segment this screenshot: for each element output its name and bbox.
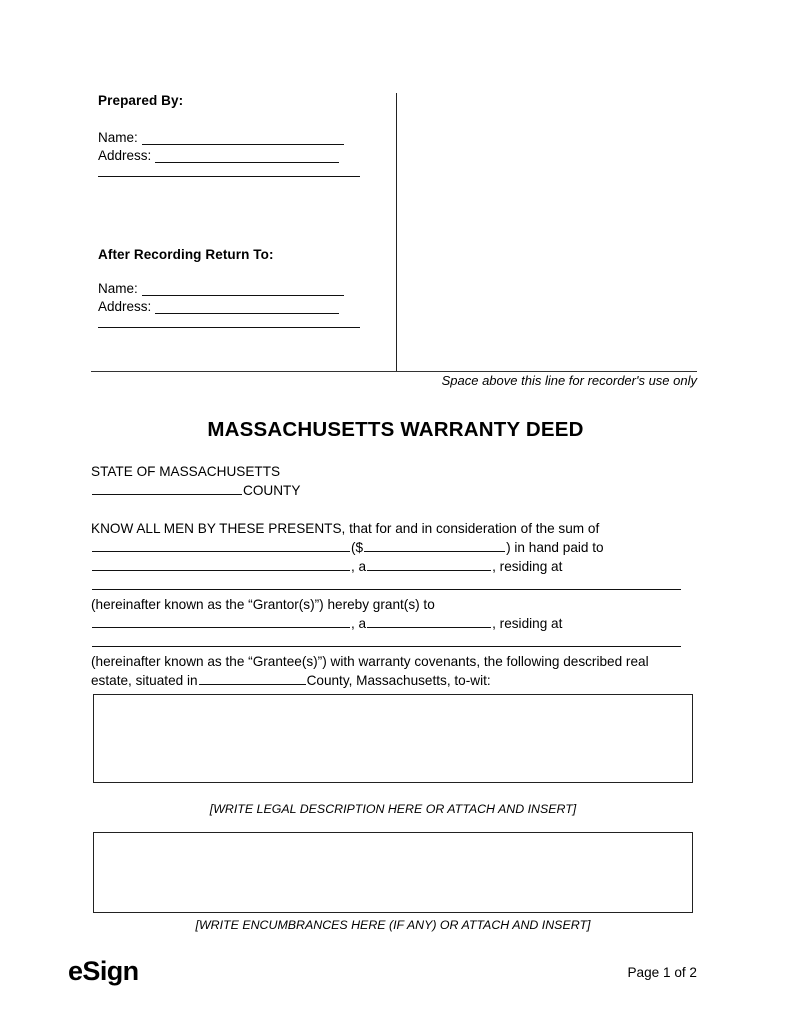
prepared-by-address-field-2[interactable] <box>98 176 360 177</box>
grantor-address-field[interactable] <box>92 577 681 590</box>
grantor-clause: (hereinafter known as the “Grantor(s)”) hereby grant(s) to <box>91 597 435 612</box>
sum-in-words-field[interactable] <box>92 539 350 552</box>
grantor-entity-type-field[interactable] <box>367 558 491 571</box>
grantee-entity-type-field[interactable] <box>367 615 491 628</box>
grantor-a-text: , a <box>351 559 367 574</box>
encumbrances-box[interactable] <box>93 832 693 913</box>
grantor-name-line <box>91 557 697 576</box>
grantee-clause-line-1: (hereinafter known as the “Grantee(s)”) with warranty covenants, the following described real <box>91 654 649 669</box>
situated-suffix-text: County, Massachusetts, to-wit: <box>306 673 491 688</box>
grantee-address-field[interactable] <box>92 634 681 647</box>
page-number: Page 1 of 2 <box>627 965 697 980</box>
encumbrances-caption: [WRITE ENCUMBRANCES HERE (IF ANY) OR ATTACH AND INSERT] <box>195 918 591 932</box>
prepared-by-address-row <box>98 148 339 163</box>
prepared-by-address-field[interactable] <box>155 149 339 163</box>
state-line: STATE OF MASSACHUSETTS <box>91 464 281 479</box>
return-to-address-row <box>98 299 339 314</box>
prepared-by-heading: Prepared By: <box>98 93 184 108</box>
consideration-amount-line <box>91 538 697 557</box>
esign-logo: eSign <box>68 956 139 986</box>
grantee-clause-line-2 <box>91 671 697 690</box>
situated-in-text: estate, situated in <box>91 673 198 688</box>
grantee-residing-text: , residing at <box>492 616 563 631</box>
return-to-name-field[interactable] <box>142 282 344 296</box>
grantee-name-field[interactable] <box>92 615 350 628</box>
recorder-header-block <box>0 0 791 392</box>
grantor-name-field[interactable] <box>92 558 350 571</box>
recorder-separator-line <box>91 371 697 372</box>
grantee-name-line <box>91 614 697 633</box>
return-to-address-field-2[interactable] <box>98 327 360 328</box>
situated-county-field[interactable] <box>199 672 306 685</box>
prepared-by-name-field[interactable] <box>142 131 344 145</box>
prepared-by-address-label: Address: <box>98 148 152 163</box>
recorder-use-note: Space above this line for recorder's use only <box>441 373 697 388</box>
sum-amount-field[interactable] <box>364 539 505 552</box>
grantee-a-text: , a <box>351 616 367 631</box>
deed-body <box>91 462 697 690</box>
legal-description-box[interactable] <box>93 694 693 783</box>
county-label: COUNTY <box>243 483 301 498</box>
county-field[interactable] <box>92 482 242 495</box>
return-to-name-row <box>98 281 344 296</box>
return-to-address-field[interactable] <box>155 300 339 314</box>
vertical-divider <box>396 93 397 372</box>
return-to-heading: After Recording Return To: <box>98 247 274 262</box>
grantor-residing-text: , residing at <box>492 559 563 574</box>
page-title: MASSACHUSETTS WARRANTY DEED <box>207 418 584 441</box>
consideration-intro: KNOW ALL MEN BY THESE PRESENTS, that for and in consideration of the sum of <box>91 521 600 536</box>
dollar-open-paren: ($ <box>351 540 364 555</box>
grantor-address-line <box>91 576 697 595</box>
grantee-address-line <box>91 633 697 652</box>
return-to-address-label: Address: <box>98 299 152 314</box>
return-to-name-label: Name: <box>98 281 138 296</box>
prepared-by-name-label: Name: <box>98 130 138 145</box>
dollar-close-text: ) in hand paid to <box>506 540 604 555</box>
prepared-by-name-row <box>98 130 344 145</box>
county-line <box>91 481 697 500</box>
legal-description-caption: [WRITE LEGAL DESCRIPTION HERE OR ATTACH AND INSERT] <box>209 802 577 816</box>
